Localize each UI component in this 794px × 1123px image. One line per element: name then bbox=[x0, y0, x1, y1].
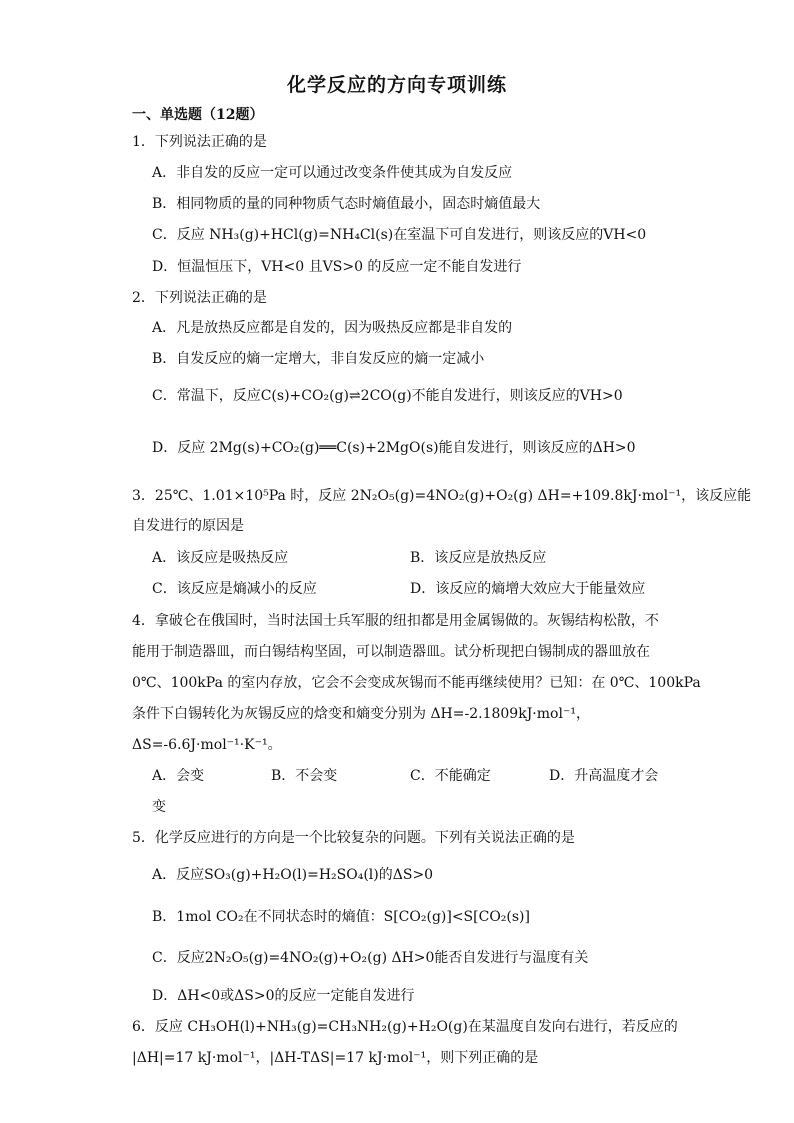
question-4-option-a: A．会变 bbox=[152, 768, 205, 784]
question-5-option-b: B．1mol CO₂在不同状态时的熵值：S[CO₂(g)]<S[CO₂(s)] bbox=[152, 909, 530, 925]
question-1-option-b: B．相同物质的量的同种物质气态时熵值最小，固态时熵值最大 bbox=[152, 196, 541, 212]
question-4-option-c: C．不能确定 bbox=[410, 768, 491, 784]
question-1-option-d: D．恒温恒压下，VH<0 且VS>0 的反应一定不能自发进行 bbox=[152, 259, 522, 275]
question-4-stem-line-5: ΔS=-6.6J·mol⁻¹·K⁻¹。 bbox=[132, 737, 282, 753]
question-3-stem-line-1: 3．25℃、1.01×10⁵Pa 时，反应 2N₂O₅(g)=4NO₂(g)+O₂(g) ΔH=+109.8kJ·mol⁻¹，该反应能 bbox=[132, 488, 752, 504]
question-5-option-c: C．反应2N₂O₅(g)=4NO₂(g)+O₂(g) ΔH>0能否自发进行与温度有关 bbox=[152, 950, 589, 966]
question-4-option-b: B．不会变 bbox=[271, 768, 338, 784]
question-5-option-d: D．ΔH<0或ΔS>0的反应一定能自发进行 bbox=[152, 988, 415, 1004]
question-1-stem: 1．下列说法正确的是 bbox=[132, 134, 267, 150]
question-4-stem-line-2: 能用于制造器皿，而白锡结构坚固，可以制造器皿。试分析现把白锡制成的器皿放在 bbox=[132, 644, 650, 660]
section-heading: 一、单选题（12题） bbox=[132, 107, 264, 123]
page-title: 化学反应的方向专项训练 bbox=[286, 74, 507, 96]
question-5-option-a: A．反应SO₃(g)+H₂O(l)=H₂SO₄(l)的ΔS>0 bbox=[152, 867, 434, 883]
question-2-option-d: D．反应 2Mg(s)+CO₂(g)══C(s)+2MgO(s)能自发进行，则该反应的ΔH>0 bbox=[152, 440, 636, 456]
question-2-stem: 2．下列说法正确的是 bbox=[132, 290, 267, 306]
question-5-stem: 5．化学反应进行的方向是一个比较复杂的问题。下列有关说法正确的是 bbox=[132, 830, 575, 846]
question-2-option-a: A．凡是放热反应都是自发的，因为吸热反应都是非自发的 bbox=[152, 320, 513, 336]
question-2-option-c: C．常温下，反应C(s)+CO₂(g)⇌2CO(g)不能自发进行，则该反应的VH>0 bbox=[152, 388, 623, 404]
question-1-option-a: A．非自发的反应一定可以通过改变条件使其成为自发反应 bbox=[152, 165, 513, 181]
question-3-option-a: A．该反应是吸热反应 bbox=[152, 550, 289, 566]
question-6-stem-line-1: 6．反应 CH₃OH(l)+NH₃(g)=CH₃NH₂(g)+H₂O(g)在某温度自发向右进行，若反应的 bbox=[132, 1019, 678, 1035]
question-4-stem-line-3: 0℃、100kPa 的室内存放，它会不会变成灰锡而不能再继续使用？已知：在 0℃、100kPa bbox=[132, 675, 701, 691]
question-3-stem-line-2: 自发进行的原因是 bbox=[132, 518, 244, 534]
question-2-option-b: B．自发反应的熵一定增大，非自发反应的熵一定减小 bbox=[152, 351, 485, 367]
question-3-option-d: D．该反应的熵增大效应大于能量效应 bbox=[410, 581, 646, 597]
question-4-stem-line-1: 4．拿破仑在俄国时，当时法国士兵军服的纽扣都是用金属锡做的。灰锡结构松散，不 bbox=[132, 613, 659, 629]
question-4-option-d-wrap: 变 bbox=[152, 799, 166, 815]
question-4-stem-line-4: 条件下白锡转化为灰锡反应的焓变和熵变分别为 ΔH=-2.1809kJ·mol⁻¹， bbox=[132, 706, 590, 722]
question-3-option-b: B．该反应是放热反应 bbox=[410, 550, 547, 566]
question-6-stem-line-2: |ΔH|=17 kJ·mol⁻¹，|ΔH-TΔS|=17 kJ·mol⁻¹，则下列正确的是 bbox=[132, 1050, 539, 1066]
question-3-option-c: C．该反应是熵减小的反应 bbox=[152, 581, 317, 597]
question-1-option-c: C．反应 NH₃(g)+HCl(g)=NH₄Cl(s)在室温下可自发进行，则该反应的VH<0 bbox=[152, 227, 647, 243]
question-4-option-d: D．升高温度才会 bbox=[549, 768, 659, 784]
